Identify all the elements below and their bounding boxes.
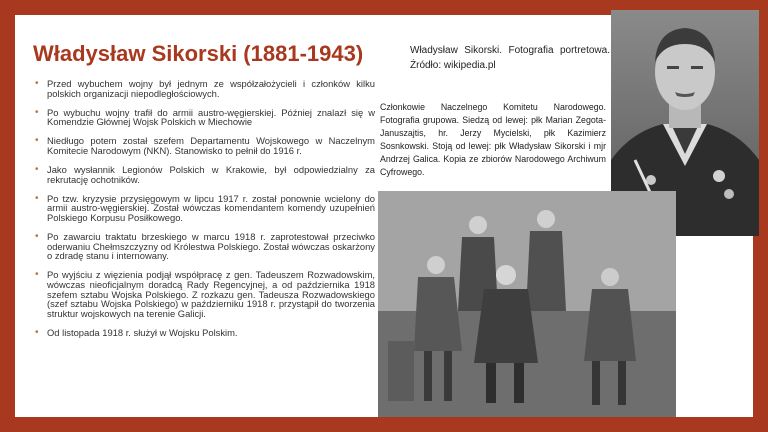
bullet-item: • Po zawarciu traktatu brzeskiego w marcu 1918 r. zaprotestował przeciwko oderwaniu Chełmszczyzny od Królestwa Polskiego. Został wówczas oskarżony o zdradę stanu i internowany. bbox=[35, 232, 375, 261]
bullet-item: • Jako wysłannik Legionów Polskich w Krakowie, był odpowiedzialny za rekrutację ochotników. bbox=[35, 165, 375, 184]
group-photo bbox=[378, 191, 676, 417]
bullet-item: • Od listopada 1918 r. służył w Wojsku Polskim. bbox=[35, 328, 375, 338]
group-photo-caption: Członkowie Naczelnego Komitetu Narodowego. Fotografia grupowa. Siedzą od lewej: płk Marian Zegota-Januszajtis, hr. Jerzy Mycielski, płk Kazimierz Sosnkowski. Stoją od lewej: płk Władysław Sikorski i mjr Andrzej Galica. Kopia ze zbiorów Narodowego Archiwum Cyfrowego. bbox=[380, 102, 606, 177]
bullet-item: • Po wybuchu wojny trafił do armii austro-węgierskiej. Później znalazł się w Komendzie Głównej Wojsk Polskich w Miechowie bbox=[35, 108, 375, 127]
bullet-item: • Przed wybuchem wojny był jednym ze współzałożycieli i członków kilku polskich organizacji niepodległościowych. bbox=[35, 79, 375, 98]
bullet-item: • Po wyjściu z więzienia podjął współpracę z gen. Tadeuszem Rozwadowskim, wówczas nieoficjalnym doradcą Rady Regencyjnej, a od października 1918 szefem sztabu Wojska Polskiego. Z rozkazu gen. Tadeusza Rozwadowskiego (szef sztabu Wojska Polskiego) w październiku 1918 r. przystąpił do tworzenia struktur wojskowych na terenie Galicji. bbox=[35, 270, 375, 318]
slide bbox=[15, 15, 753, 417]
slide-title: Władysław Sikorski (1881-1943) bbox=[33, 41, 364, 66]
bullet-item: • Niedługo potem został szefem Departamentu Wojskowego w Naczelnym Komitecie Narodowym (NKN). Stanowisko to pełnił do 1916 r. bbox=[35, 136, 375, 155]
portrait-caption: Władysław Sikorski. Fotografia portretowa. Źródło: wikipedia.pl bbox=[410, 45, 610, 71]
bullet-list bbox=[35, 79, 375, 347]
bullet-item: • Po tzw. kryzysie przysięgowym w lipcu 1917 r. został ponownie wcielony do armii austro-węgierskiej. Został wówczas komendantem komendy uzupełnień Polskiego Korpusu Posiłkowego. bbox=[35, 194, 375, 223]
